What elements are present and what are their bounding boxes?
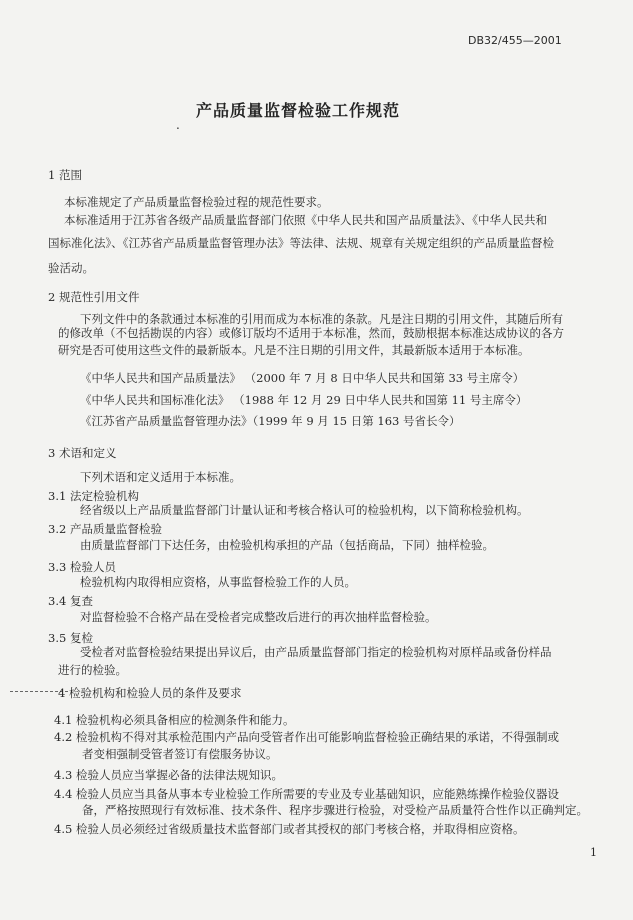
term-definition: 对监督检验不合格产品在受检者完成整改后进行的再次抽样监督检验。 [80,610,437,624]
section-1-paragraph: 本标准适用于江苏省各级产品质量监督部门依照《中华人民共和国产品质量法》、《中华人民共和 [64,213,547,227]
term-label: 3.4 复查 [48,594,93,608]
page-number: 1 [590,846,597,859]
term-definition: 受检者对监督检验结果提出异议后，由产品质量监督部门指定的检验机构对原样品或备份样品 [80,645,552,659]
section-2-heading: 2 规范性引用文件 [48,290,140,304]
requirement-item: 4.5 检验人员必须经过省级质量技术监督部门或者其授权的部门考核合格，并取得相应资格。 [54,822,525,836]
section-1-paragraph: 国标准化法》、《江苏省产品质量监督管理办法》等法律、法规、规章有关规定组织的产品质量监督检 [48,236,554,250]
section-2-paragraph: 研究是否可使用这些文件的最新版本。凡是不注日期的引用文件，其最新版本适用于本标准。 [58,343,530,357]
reference-item: 《中华人民共和国产品质量法》 （2000 年 7 月 8 日中华人民共和国第 33 号主席令） [80,371,525,385]
document-code: DB32/455—2001 [468,34,562,47]
requirement-item: 4.2 检验机构不得对其承检范围内产品向受管者作出可能影响监督检验正确结果的承诺，不得强制或 [54,730,559,744]
term-definition: 由质量监督部门下达任务，由检验机构承担的产品（包括商品，下同）抽样检验。 [80,538,494,552]
requirement-item: 备，严格按照现行有效标准、技术条件、程序步骤进行检验，对受检产品质量符合性作以正确判定。 [82,803,588,817]
section-1-paragraph: 本标准规定了产品质量监督检验过程的规范性要求。 [64,195,329,209]
document-title: 产品质量监督检验工作规范 [196,101,401,120]
term-label: 3.3 检验人员 [48,560,116,574]
section-2-paragraph: 下列文件中的条款通过本标准的引用而成为本标准的条款。凡是注日期的引用文件，其随后所有 [80,312,563,326]
section-1-paragraph: 验活动。 [48,261,94,275]
term-definition: 检验机构内取得相应资格，从事监督检验工作的人员。 [80,575,356,589]
reference-item: 《中华人民共和国标准化法》 （1988 年 12 月 29 日中华人民共和国第 11 号主席令） [80,393,528,407]
bullet-mark: . [176,118,180,132]
reference-item: 《江苏省产品质量监督管理办法》（1999 年 9 月 15 日第 163 号省长令） [80,414,461,428]
section-2-paragraph: 的修改单（不包括勘误的内容）或修订版均不适用于本标准，然而，鼓励根据本标准达成协议的各方 [58,326,564,340]
term-definition: 经省级以上产品质量监督部门计量认证和考核合格认可的检验机构，以下简称检验机构。 [80,503,529,517]
section-1-heading: 1 范围 [48,168,82,182]
term-label: 3.5 复检 [48,631,93,645]
term-label: 3.1 法定检验机构 [48,489,139,503]
term-definition: 进行的检验。 [58,663,127,677]
term-label: 3.2 产品质量监督检验 [48,522,162,536]
requirement-item: 4.3 检验人员应当掌握必备的法律法规知识。 [54,768,283,782]
section-4-heading: 4 检验机构和检验人员的条件及要求 [58,686,242,700]
requirement-item: 4.1 检验机构必须具备相应的检测条件和能力。 [54,713,295,727]
section-3-heading: 3 术语和定义 [48,446,117,460]
requirement-item: 者变相强制受管者签订有偿服务协议。 [82,747,278,761]
requirement-item: 4.4 检验人员应当具备从事本专业检验工作所需要的专业及专业基础知识，应能熟练操作检验仪器设 [54,787,559,801]
section-3-intro: 下列术语和定义适用于本标准。 [80,470,241,484]
